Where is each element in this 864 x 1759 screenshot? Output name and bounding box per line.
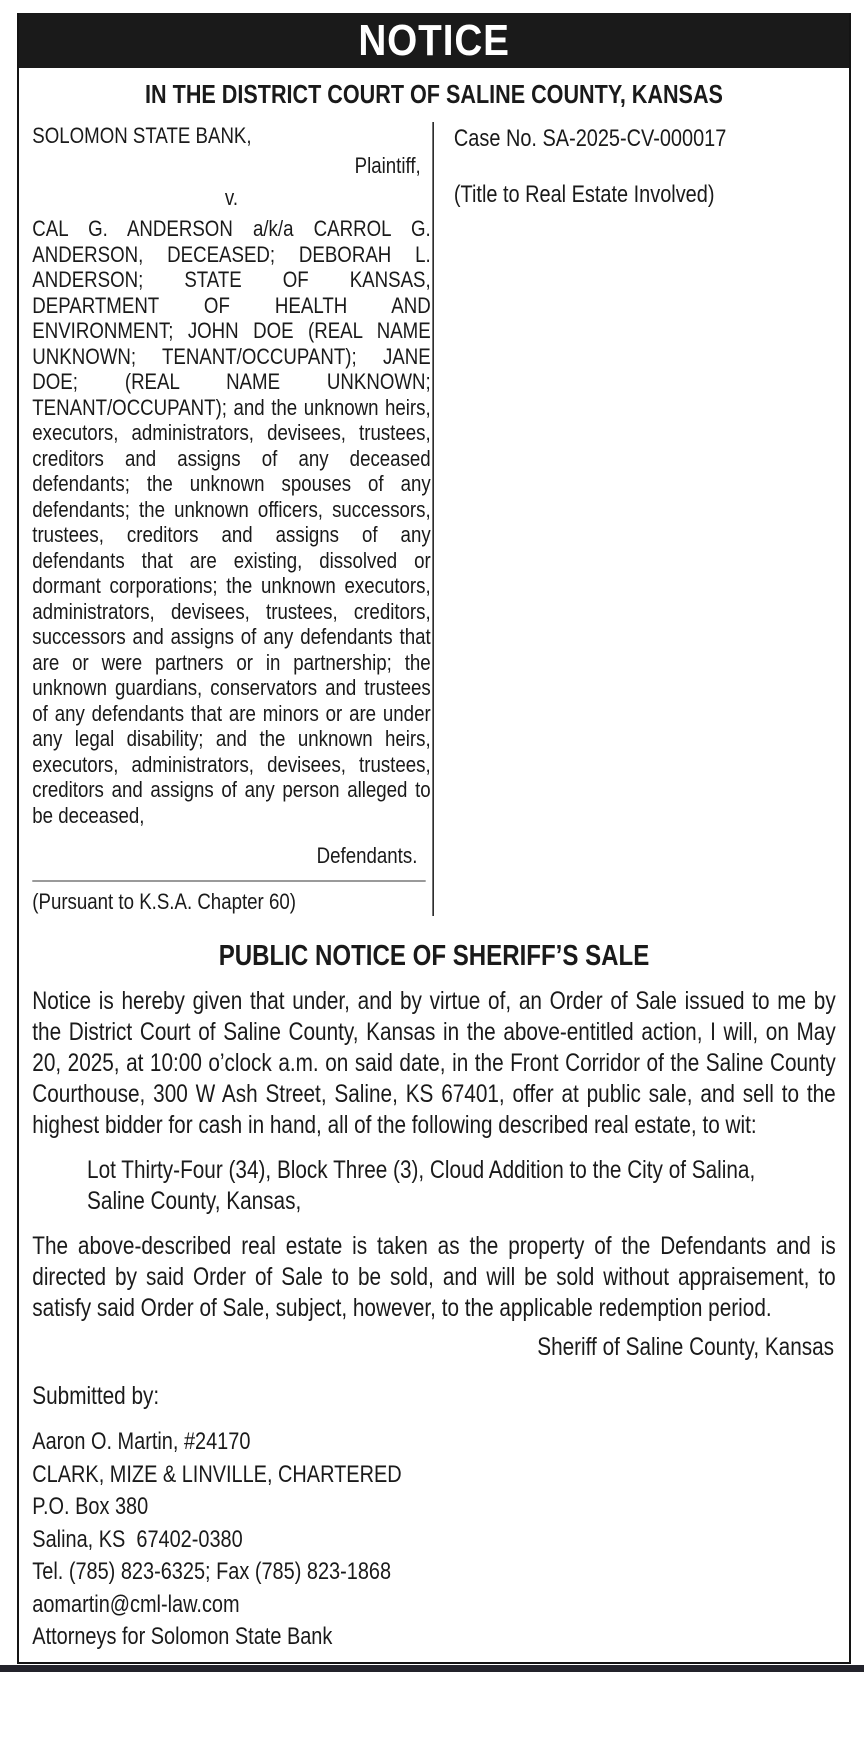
sale-paragraph-2: The above-described real estate is taken as the property of the Defendants and is directed by said Order of Sale to be sold, and will be sold without appraisement, to satisfy said Order of Sale, subject, however, to the applicable redemption period. bbox=[32, 1232, 836, 1322]
title-to-real-estate-note: (Title to Real Estate Involved) bbox=[453, 181, 715, 208]
submitted-by-label: Submitted by: bbox=[32, 1382, 160, 1410]
caption-left-column bbox=[32, 122, 430, 916]
sale-paragraph-1: Notice is hereby given that under, and by virtue of, an Order of Sale issued to me by the District Court of Saline County, Kansas in the above-entitled action, I will, on May 20, 2025, at 10:00 o’clock a.m. on said date, in the Front Corridor of the Saline County Courthouse, 300 W Ash Street, Saline, KS 67401, offer at public sale, and sell to the highest bidder for cash in hand, all of the following described real estate, to wit: bbox=[32, 987, 836, 1139]
notice-banner-title: NOTICE bbox=[358, 15, 510, 65]
po-box-line: P.O. Box 380 bbox=[32, 1493, 149, 1520]
plaintiff-label: Plaintiff, bbox=[354, 153, 421, 178]
city-state-zip-line: Salina, KS 67402-0380 bbox=[32, 1525, 243, 1553]
legal-notice-box bbox=[17, 13, 851, 1664]
sheriff-signature: Sheriff of Saline County, Kansas bbox=[537, 1333, 835, 1361]
legal-description: Lot Thirty-Four (34), Block Three (3), Cloud Addition to the City of Salina, Saline County, Kansas, bbox=[87, 1156, 756, 1215]
bottom-edge-bar bbox=[0, 1665, 864, 1672]
case-caption bbox=[32, 122, 835, 916]
defendants-text: CAL G. ANDERSON a/k/a CARROL G. ANDERSON, DECEASED; DEBORAH L. ANDERSON; STATE OF KANSAS, DEPARTMENT OF HEALTH AND ENVIRONMENT; JOHN DOE (REAL NAME UNKNOWN; TENANT/OCCUPANT); JANE DOE; (REAL NAME UNKNOWN; TENANT/OCCUPANT); and the unknown heirs, executors, administrators, devisees, trustees, creditors and assigns of any deceased defendants; the unknown spouses of any defendants; the unknown officers, successors, trustees, creditors and assigns of any defendants that are existing, dissolved or dormant corporations; the unknown executors, administrators, devisees, trustees, creditors, successors and assigns of any defendants that are or were partners or in partnership; the unknown guardians, conservators and trustees of any defendants that are minors or are under any legal disability; and the unknown heirs, executors, administrators, devisees, trustees, creditors and assigns of any person alleged to be deceased, bbox=[32, 216, 431, 828]
court-heading: IN THE DISTRICT COURT OF SALINE COUNTY, KANSAS bbox=[145, 79, 723, 109]
notice-banner bbox=[19, 13, 849, 68]
notice-content bbox=[19, 68, 849, 1662]
defendants-label: Defendants. bbox=[316, 843, 418, 868]
caption-rule bbox=[32, 880, 425, 882]
sale-heading: PUBLIC NOTICE OF SHERIFF’S SALE bbox=[218, 940, 650, 972]
caption-right-column bbox=[434, 122, 836, 916]
plaintiff-name: SOLOMON STATE BANK, bbox=[32, 123, 252, 148]
case-number: Case No. SA-2025-CV-000017 bbox=[453, 125, 727, 152]
phone-fax-line: Tel. (785) 823-6325; Fax (785) 823-1868 bbox=[32, 1558, 392, 1585]
versus-label: v. bbox=[224, 185, 239, 210]
law-firm-line: CLARK, MIZE & LINVILLE, CHARTERED bbox=[32, 1460, 402, 1488]
attorney-name-line: Aaron O. Martin, #24170 bbox=[32, 1428, 251, 1455]
attorney-block bbox=[32, 1426, 835, 1654]
pursuant-note: (Pursuant to K.S.A. Chapter 60) bbox=[32, 889, 296, 914]
attorneys-for-line: Attorneys for Solomon State Bank bbox=[32, 1623, 333, 1650]
attorney-email-line: aomartin@cml-law.com bbox=[32, 1590, 240, 1618]
